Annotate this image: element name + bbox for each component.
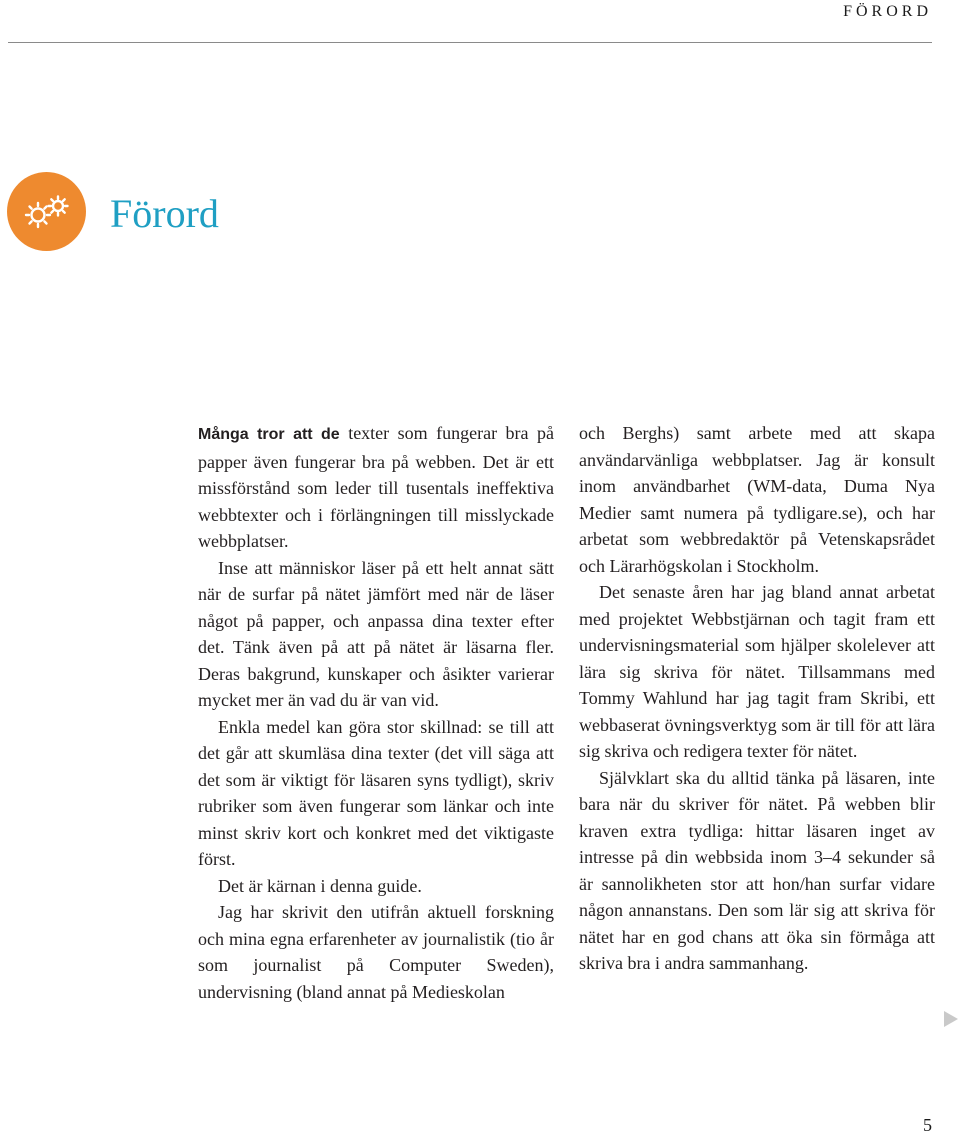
paragraph: Självklart ska du alltid tänka på läsaren, inte bara när du skriver för nätet. På webben blir kraven extra tydliga: hittar läsaren inget av intresse på din webbsida inom 3–4 sekunder så är sannolikheten stor att hon/han surfar vidare någon annanstans. Den som lär sig att skriva för nätet har en god chans att öka sin förmåga att skriva bra i andra sammanhang. <box>579 767 935 973</box>
right-text-column <box>579 420 935 977</box>
paragraph: Det senaste åren har jag bland annat arbetat med projektet Webbstjärnan och tagit fram ett undervisningsmaterial som hjälper skolelever att lära sig skriva för nätet. Tillsammans med Tommy Wahlund har jag tagit fram Skribi, ett webbaserat övningsverktyg som är till för att lära sig skriva och redigera texter för nätet. <box>579 582 935 761</box>
chapter-title: Förord <box>110 191 219 236</box>
next-page-arrow-icon[interactable] <box>944 1011 958 1027</box>
paragraph: Det är kärnan i denna guide. <box>218 875 422 896</box>
running-head: FÖRORD <box>843 3 932 20</box>
paragraph-intro <box>198 420 554 555</box>
paragraph: Jag har skrivit den utifrån aktuell forskning och mina egna erfarenheter av journalistik (tio år som journalist på Computer Sweden), undervisning (bland annat på Medieskolan <box>198 902 554 1002</box>
page-number: 5 <box>923 1115 932 1135</box>
chapter-badge <box>7 172 86 251</box>
intro-text: texter som fungerar bra på papper även fungerar bra på webben. Det är ett missförstånd som leder till tusentals ineffektiva webbtexter och i förlängningen till misslyckade webbplatser. <box>198 423 554 551</box>
header-rule <box>8 42 932 43</box>
left-text-column <box>198 420 554 1005</box>
lead-in-text: Många tror att de <box>198 426 340 443</box>
paragraph: Inse att människor läser på ett helt annat sätt när de surfar på nätet jämfört med när de läser något på papper, och anpassa dina texter efter det. Tänk även på att på nätet är läsarna fler. Deras bakgrund, kunskaper och åsikter varierar mycket mer än vad du är van vid. <box>198 557 554 710</box>
paragraph: Enkla medel kan göra stor skillnad: se till att det går att skumläsa dina texter (det vill säga att det som är viktigt för läsaren syns tydligt), skriv rubriker som även fungerar som länkar och inte minst skriv kort och konkret med det viktigaste först. <box>198 716 554 869</box>
gears-icon <box>7 172 86 251</box>
paragraph: och Berghs) samt arbete med att skapa användarvänliga webbplatser. Jag är konsult inom användbarhet (WM-data, Duma Nya Medier samt numera på tydligare.se), och har arbetat som webbredaktör på Vetenskapsrådet och Lärarhögskolan i Stockholm. <box>579 423 935 576</box>
